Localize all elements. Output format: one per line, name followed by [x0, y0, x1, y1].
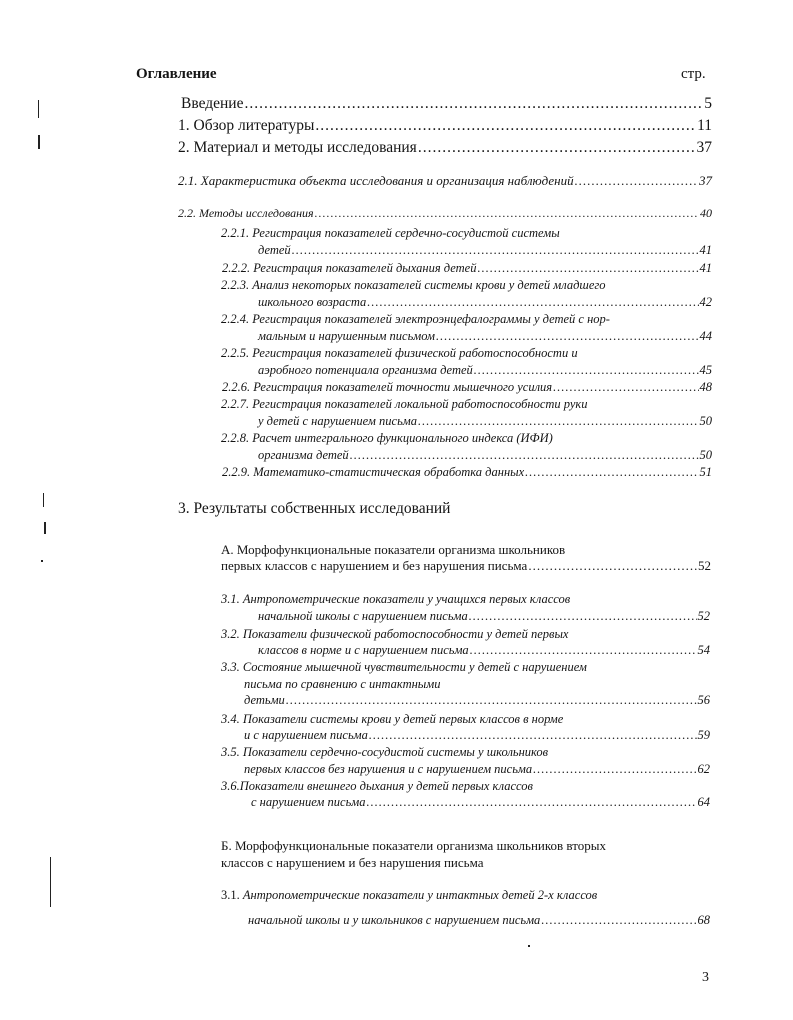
toc-entry[interactable] [244, 693, 710, 708]
dot-leader [369, 728, 697, 743]
toc-entry-text: 2. Материал и методы исследования [178, 139, 417, 156]
dot-leader [286, 693, 697, 708]
scan-mark [38, 100, 39, 118]
toc-entry-text: школьного возраста [258, 295, 367, 309]
scan-mark [528, 945, 530, 947]
part-heading-line: Б. Морфофункциональные показатели организма школьников вторых [221, 838, 606, 853]
toc-entry-text: Антропометрические показатели у интактных детей 2-х классов [242, 888, 598, 902]
dot-leader [533, 762, 696, 777]
toc-entry[interactable] [244, 728, 710, 743]
part-heading-line: А. Морфофункциональные показатели организма школьников [221, 542, 566, 557]
dot-leader [367, 795, 697, 810]
toc-entry[interactable] [178, 173, 712, 189]
scan-mark [38, 135, 40, 149]
toc-entry[interactable] [178, 139, 712, 157]
toc-entry-page: 59 [697, 728, 710, 742]
dot-leader [575, 173, 698, 189]
toc-entry-text: у детей с нарушением письма [258, 414, 417, 428]
toc-entry-text: с нарушением письма [251, 795, 366, 809]
dot-leader [474, 363, 699, 378]
scan-mark [41, 560, 43, 562]
toc-entry-text: начальной школы и у школьников с нарушением письма [248, 913, 541, 927]
dot-leader [244, 95, 703, 113]
toc-entry[interactable] [222, 261, 712, 276]
toc-entry-text: 2.2.9. Математико-статистическая обработка данных [222, 465, 525, 479]
toc-entry-text: 2.1. Характеристика объекта исследования и организация наблюдений [178, 173, 574, 188]
toc-entry[interactable] [221, 558, 711, 574]
toc-entry-line: 3.4. Показатели системы крови у детей первых классов в норме [221, 712, 564, 726]
toc-entry-line: 2.2.7. Регистрация показателей локальной работоспособности руки [221, 397, 588, 411]
dot-leader [525, 465, 698, 480]
toc-entry[interactable] [258, 643, 710, 658]
toc-entry-page: 56 [697, 693, 710, 707]
toc-entry[interactable] [248, 913, 710, 928]
dot-leader [315, 117, 696, 135]
toc-entry-page: 54 [697, 643, 710, 657]
toc-entry[interactable] [222, 465, 712, 480]
dot-leader [292, 243, 699, 258]
dot-leader [528, 558, 697, 574]
toc-entry[interactable] [258, 448, 712, 463]
dot-leader [477, 261, 698, 276]
toc-entry-page: 68 [697, 913, 710, 927]
toc-entry-page: 50 [699, 414, 712, 428]
toc-entry-text: организма детей [258, 448, 349, 462]
toc-entry-page: 50 [699, 448, 712, 462]
toc-entry-line [221, 888, 597, 903]
toc-entry-page: 64 [697, 795, 710, 809]
toc-entry-page: 48 [699, 380, 712, 394]
toc-entry-text: первых классов с нарушением и без нарушения письма [221, 558, 528, 573]
toc-entry-prefix: 3.1. [221, 888, 240, 902]
toc-entry-line: 3.3. Состояние мышечной чувствительности у детей с нарушением [221, 660, 587, 674]
toc-entry-page: 44 [699, 329, 712, 343]
toc-entry[interactable] [178, 117, 712, 135]
toc-entry[interactable] [258, 295, 712, 310]
toc-entry-line: 3.5. Показатели сердечно-сосудистой системы у школьников [221, 745, 549, 759]
toc-entry-page: 41 [699, 261, 712, 275]
toc-entry-text: детьми [244, 693, 285, 707]
page-column-label: стр. [681, 66, 706, 82]
toc-entry-text: 1. Обзор литературы [178, 117, 315, 134]
toc-entry[interactable] [178, 206, 712, 221]
toc-entry-text: начальной школы с нарушением письма [258, 609, 468, 623]
toc-entry[interactable] [244, 762, 710, 777]
scan-mark [50, 857, 51, 907]
toc-entry-text: 2.2.2. Регистрация показателей дыхания детей [222, 261, 477, 275]
dot-leader [418, 139, 696, 157]
dot-leader [350, 448, 699, 463]
dot-leader [470, 643, 697, 658]
dot-leader [315, 206, 699, 221]
toc-entry-page: 37 [699, 173, 712, 188]
toc-entry-page: 37 [696, 139, 712, 156]
dot-leader [367, 295, 698, 310]
toc-entry-line: 2.2.5. Регистрация показателей физической работоспособности и [221, 346, 578, 360]
toc-entry-page: 52 [697, 609, 710, 623]
dot-leader [469, 609, 697, 624]
toc-entry-line: 2.2.3. Анализ некоторых показателей системы крови у детей младшего [221, 278, 606, 292]
toc-entry-text: 2.2. Методы исследования [178, 206, 314, 220]
toc-entry-page: 42 [699, 295, 712, 309]
toc-entry-page: 51 [699, 465, 712, 479]
part-heading-line: классов с нарушением и без нарушения письма [221, 855, 484, 870]
section-heading[interactable]: 3. Результаты собственных исследований [178, 500, 451, 517]
toc-entry-line: 2.2.8. Расчет интегрального функционального индекса (ИФИ) [221, 431, 553, 445]
toc-entry-page: 11 [697, 117, 712, 134]
toc-entry-line: письма по сравнению с интактными [244, 677, 441, 691]
toc-entry-page: 62 [697, 762, 710, 776]
toc-entry[interactable] [258, 243, 712, 258]
toc-entry-text: мальным и нарушенным письмом [258, 329, 436, 343]
dot-leader [541, 913, 696, 928]
toc-entry-text: первых классов без нарушения и с нарушением письма [244, 762, 533, 776]
toc-entry-page: 41 [699, 243, 712, 257]
toc-entry-line: 3.1. Антропометрические показатели у учащихся первых классов [221, 592, 571, 606]
toc-entry[interactable] [258, 363, 712, 378]
toc-entry-page: 40 [700, 206, 712, 220]
toc-entry[interactable] [181, 95, 712, 113]
toc-entry-text: классов в норме и с нарушением письма [258, 643, 469, 657]
toc-entry-line: 2.2.4. Регистрация показателей электроэнцефалограммы у детей с нор- [221, 312, 610, 326]
dot-leader [553, 380, 698, 395]
toc-entry[interactable] [251, 795, 710, 810]
toc-entry-line: 3.6.Показатели внешнего дыхания у детей первых классов [221, 779, 533, 793]
dot-leader [436, 329, 698, 344]
toc-entry-page: 5 [704, 95, 712, 112]
toc-entry-page: 52 [698, 558, 711, 573]
toc-entry-page: 45 [699, 363, 712, 377]
scan-mark [43, 493, 44, 507]
toc-entry-text: 2.2.6. Регистрация показателей точности мышечного усилия [222, 380, 553, 394]
toc-title: Оглавление [136, 66, 217, 82]
scan-mark [44, 522, 46, 534]
page-number: 3 [702, 970, 709, 985]
toc-entry-text: детей [258, 243, 291, 257]
toc-entry-line: 2.2.1. Регистрация показателей сердечно-сосудистой системы [221, 226, 560, 240]
toc-entry-line: 3.2. Показатели физической работоспособности у детей первых [221, 627, 569, 641]
toc-entry[interactable] [258, 329, 712, 344]
toc-entry-text: и с нарушением письма [244, 728, 368, 742]
toc-entry-text: аэробного потенциала организма детей [258, 363, 473, 377]
toc-entry-text: Введение [181, 95, 244, 112]
toc-entry[interactable] [258, 609, 710, 624]
toc-entry[interactable] [222, 380, 712, 395]
dot-leader [418, 414, 699, 429]
toc-entry[interactable] [258, 414, 712, 429]
